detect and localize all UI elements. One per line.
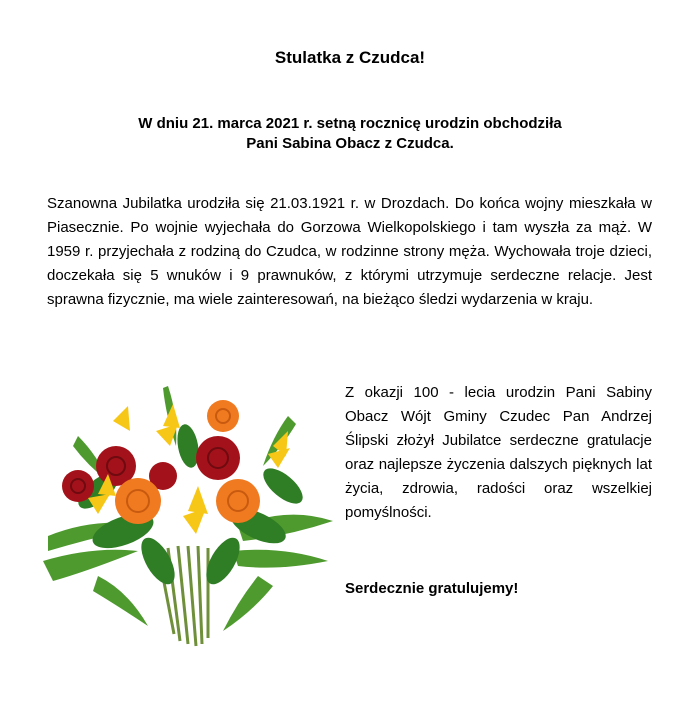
subtitle-line-2: Pani Sabina Obacz z Czudca.: [246, 135, 454, 152]
subtitle-line-1: W dniu 21. marca 2021 r. setną rocznicę urodzin obchodziła: [138, 115, 562, 132]
article-title: Stulatka z Czudca!: [274, 48, 426, 67]
biography-paragraph: Szanowna Jubilatka urodziła się 21.03.1921 r. w Drozdach. Do końca wojny mieszkała w Piasecznie. Po wojnie wyjechała do Gorzowa Wielkopolskiego i tam wyszła za mąż. W 1959 r. przyjechała z rodziną do Czudca, w rodzinne strony męża. Wychowała troje dzieci, doczekała się 5 wnuków i 9 prawnuków, z którymi utrzymuje serdeczne relacje. Jest sprawna fizycznie, ma wiele zainteresowań, na bieżąco śledzi wydarzenia w kraju.: [47, 195, 652, 308]
flower-bouquet-image: [38, 376, 338, 652]
closing-line: Serdecznie gratulujemy!: [345, 580, 519, 597]
congratulations-paragraph: Z okazji 100 - lecia urodzin Pani Sabiny Obacz Wójt Gminy Czudec Pan Andrzej Ślipski złożył Jubilatce serdeczne gratulacje oraz najlepsze życzenia dalszych pięknych lat życia, zdrowia, radości oraz wszelkiej pomyślności.: [345, 384, 652, 521]
article-subtitle: [100, 114, 600, 154]
